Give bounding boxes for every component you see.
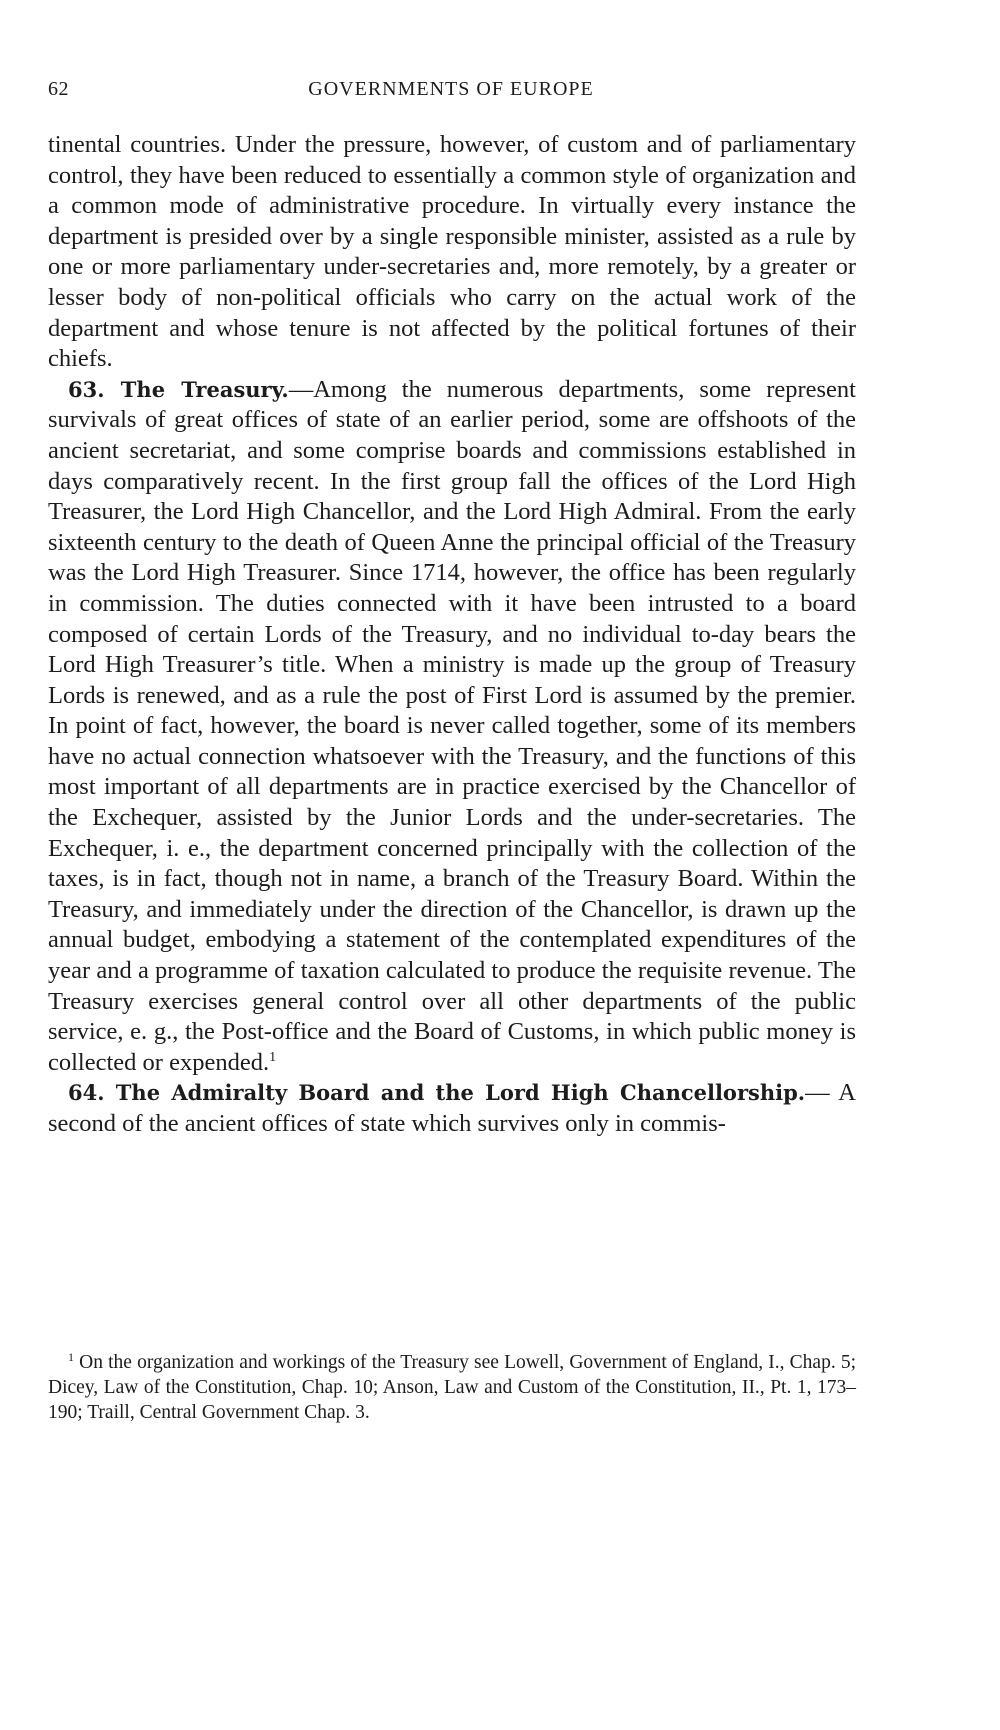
running-title: GOVERNMENTS OF EUROPE: [308, 78, 594, 100]
footnotes: [48, 1350, 856, 1426]
page-number: 62: [48, 78, 69, 100]
paragraph-continuation: [48, 130, 856, 375]
paragraph-text: tinental countries. Under the pressure, however, of custom and of parliamentary control, they have been reduced to essentially a common style of organization and a common mode of administrative procedure. In virtually every instance the department is presided over by a single responsible minister, assisted as a rule by one or more parliamentary under-secretaries and, more remotely, by a greater or lesser body of non-political officials who carry on the actual work of the department and whose tenure is not affected by the political fortunes of their chiefs.: [48, 131, 856, 373]
section-text-treasury: —Among the numerous departments, some represent survivals of great offices of state of an earlier period, some are offshoots of the ancient secretariat, and some comprise boards and commissions established in days comparatively recent. In the first group fall the offices of the Lord High Treasurer, the Lord High Chancellor, and the Lord High Admiral. From the early sixteenth century to the death of Queen Anne the principal official of the Treasury was the Lord High Treasurer. Since 1714, however, the office has been regularly in commission. The duties connected with it have been intrusted to a board composed of certain Lords of the Treasury, and no individual to-day bears the Lord High Treasurer’s title. When a ministry is made up the group of Treasury Lords is renewed, and as a rule the post of First Lord is assumed by the premier. In point of fact, however, the board is never called together, some of its members have no actual connection whatsoever with the Treasury, and the functions of this most important of all departments are in practice exercised by the Chancellor of the Exchequer, assisted by the Junior Lords and the under-secretaries. The Exchequer, i. e., the department concerned principally with the collection of the taxes, is in fact, though not in name, a branch of the Treasury Board. Within the Treasury, and immediately under the direction of the Chancellor, is drawn up the annual budget, embodying a statement of the contemplated expenditures of the year and a programme of taxation calculated to produce the requisite revenue. The Treasury exercises general control over all other departments of the public service, e. g., the Post-office and the Board of Customs, in which public money is collected or expended.: [48, 375, 856, 1076]
footnote-mark: 1: [68, 1350, 74, 1364]
section-64: [48, 1078, 856, 1139]
body-text: [48, 130, 856, 1140]
section-63: [48, 375, 856, 1079]
running-head: [48, 78, 854, 104]
footnote: [48, 1350, 856, 1426]
section-heading-treasury: 63. The Treasury.: [68, 376, 289, 402]
section-text-admiralty: — A second of the ancient offices of state which survives only in commis-: [48, 1079, 857, 1137]
section-heading-admiralty: 64. The Admiralty Board and the Lord High Chancellorship.: [68, 1080, 806, 1106]
footnote-text: On the organization and workings of the Treasury see Lowell, Government of England, I., Chap. 5; Dicey, Law of the Constitution, Chap. 10; Anson, Law and Custom of the Constitution, II., Pt. 1, 173–190; Traill, Central Government Chap. 3.: [48, 1352, 857, 1424]
footnote-reference: 1: [269, 1049, 277, 1065]
